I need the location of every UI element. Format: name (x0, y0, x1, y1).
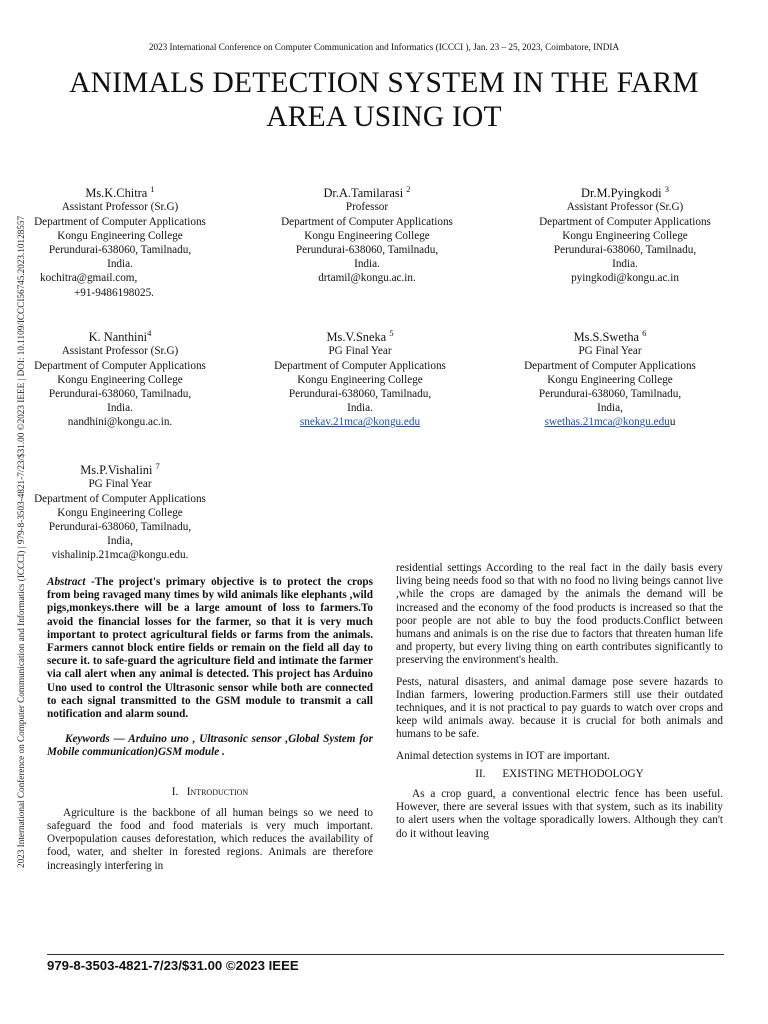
author-name: Ms.P.Vishalini $^7$ (80, 461, 160, 478)
author-address: Perundurai-638060, Tamilnadu, (48, 243, 192, 256)
author-name: Dr.A.Tamilarasi $^2$ (323, 184, 411, 201)
author-name: K. Nanthini$^4$ (88, 328, 152, 345)
title-line-1: ANIMALS DETECTION SYSTEM IN THE FARM (69, 67, 699, 99)
author-title: Professor (345, 201, 389, 214)
author-dept: Department of Computer Applications (34, 359, 206, 372)
author-block-5 (240, 326, 480, 430)
email-link[interactable]: snekav.21mca@kongu.edu (299, 416, 421, 429)
author-name: Ms.S.Swetha $^6$ (573, 328, 647, 345)
author-address: Perundurai-638060, Tamilnadu, (48, 520, 192, 533)
author-phone: +91-9486198025. (74, 286, 154, 299)
author-country: India. (107, 258, 133, 271)
keywords-text: Arduino uno , Ultrasonic sensor ,Global System for Mobile communication)GSM module . (47, 733, 374, 759)
author-email: kochitra@gmail.com, (40, 272, 138, 285)
author-dept: Department of Computer Applications (281, 215, 453, 228)
author-college: Kongu Engineering College (57, 506, 183, 519)
author-block-1 (0, 182, 240, 300)
right-column (396, 562, 723, 841)
author-email: nandhini@kongu.ac.in. (67, 416, 173, 429)
author-title: Assistant Professor (Sr.G) (61, 201, 179, 214)
conference-header: 2023 International Conference on Computer Communication and Informatics (ICCCI ), Jan. 23 – 25, 2023, Coimbatore, INDIA (148, 42, 620, 52)
email-link[interactable]: swethas.21mca@kongu.edu (544, 416, 670, 429)
author-email: vishalinip.21mca@kongu.edu. (51, 549, 189, 562)
author-address: Perundurai-638060, Tamilnadu, (538, 387, 682, 400)
author-name: Dr.M.Pyingkodi $^3$ (581, 184, 669, 201)
author-college: Kongu Engineering College (57, 229, 183, 242)
copyright-footer: 979-8-3503-4821-7/23/$31.00 ©2023 IEEE (47, 958, 299, 973)
author-title: PG Final Year (328, 345, 392, 358)
author-college: Kongu Engineering College (304, 229, 430, 242)
author-title: PG Final Year (88, 478, 152, 491)
section-heading-existing: II. EXISTING METHODOLOGY (475, 767, 644, 780)
author-block-6 (490, 326, 730, 430)
author-address: Perundurai-638060, Tamilnadu, (553, 243, 697, 256)
author-country: India, (107, 535, 133, 548)
left-column (47, 576, 373, 873)
author-title: PG Final Year (578, 345, 642, 358)
author-country: India. (354, 258, 380, 271)
email-suffix: u (669, 416, 676, 429)
author-block-7 (0, 459, 240, 563)
author-email: pyingkodi@kongu.ac.in (571, 272, 679, 285)
author-address: Perundurai-638060, Tamilnadu, (288, 387, 432, 400)
author-college: Kongu Engineering College (57, 373, 183, 386)
author-block-4 (0, 326, 240, 430)
footer-divider (47, 954, 724, 955)
author-dept: Department of Computer Applications (524, 359, 696, 372)
author-name: Ms.V.Sneka $^5$ (326, 328, 394, 345)
author-name: Ms.K.Chitra $^1$ (85, 184, 155, 201)
author-address: Perundurai-638060, Tamilnadu, (295, 243, 439, 256)
author-dept: Department of Computer Applications (274, 359, 446, 372)
intro-paragraph: Agriculture is the backbone of all human beings so we need to safeguard the food and food materials is very much important. Overpopulation causes deforestation, which reduces the availability of food, water, and shelter in forested regions. Animals are therefore increasingly interfering in (47, 806, 373, 872)
author-dept: Department of Computer Applications (34, 215, 206, 228)
body-paragraph-4: As a crop guard, a conventional electric fence has been useful. However, there are several issues with that system, such as its inability to alert users when the voltage sporadically lowers. Although they can't do it without leaving (396, 788, 723, 840)
author-email-link[interactable] (490, 415, 730, 429)
author-country: India. (347, 402, 373, 415)
section-heading-introduction: I. Introduction (171, 785, 249, 798)
author-college: Kongu Engineering College (297, 373, 423, 386)
abstract-label: Abstract (47, 576, 86, 588)
keywords-label: Keywords — (65, 733, 125, 746)
author-title: Assistant Professor (Sr.G) (61, 345, 179, 358)
keywords (47, 733, 373, 759)
doi-sidebar: 2023 International Conference on Computer Communication and Informatics (ICCCI) | 979-8-3503-4821-7/23/$31.00 ©2023 IEEE | DOI: 10.1109/ICCCI56745.2023.10128557 (16, 215, 26, 868)
title-line-2: AREA USING IOT (266, 101, 502, 133)
paper-title (20, 66, 748, 134)
author-email: drtamil@kongu.ac.in. (318, 272, 416, 285)
author-title: Assistant Professor (Sr.G) (566, 201, 684, 214)
author-college: Kongu Engineering College (547, 373, 673, 386)
author-block-3 (505, 182, 745, 286)
body-paragraph-1: residential settings According to the real fact in the daily basis every living being needs food so that with no food no living beings cannot live ,while the crops are damaged by the animals the demand will be increased and the economy of the food products is increased so that the poor people are not able to buy the food products.Conflict between humans and animals is on the rise due to factors that threaten human life and property, but every living thing on earth contributes significantly to preserving the environment's health. (396, 562, 723, 667)
author-country: India. (107, 402, 133, 415)
abstract (47, 576, 373, 721)
author-dept: Department of Computer Applications (539, 215, 711, 228)
author-dept: Department of Computer Applications (34, 492, 206, 505)
body-paragraph-2: Pests, natural disasters, and animal damage pose severe hazards to Indian farmers, lowering production.Farmers still use their outdated techniques, and it is not practical to pay guards to watch over crops and keep wild animals away. because it is crucial for both animals and humans to be safe. (396, 675, 723, 741)
author-college: Kongu Engineering College (562, 229, 688, 242)
body-paragraph-3: Animal detection systems in IOT are important. (396, 749, 610, 762)
author-block-2 (247, 182, 487, 286)
author-country: India. (612, 258, 638, 271)
author-email-link[interactable] (240, 415, 480, 429)
author-address: Perundurai-638060, Tamilnadu, (48, 387, 192, 400)
abstract-text: -The project's primary objective is to protect the crops from being ravaged many times by wild animals like elephants ,wild pigs,monkeys.there will be a large amount of loss to farmers.To avoid the financial losses for the farmer, so that it is very much important to protect agricultural fields or farms from the animals. Farmers cannot block entire fields or remain on the field all day to secure it. to safe-guard the agriculture field and intimate the farmer via call alert when any animal is detected. This project has Arduino Uno used to control the Ultrasonic sensor while both are connected to each signal transmitted to the GSM module to transmit a call notification and alarm sound. (47, 576, 373, 721)
author-country: India, (597, 402, 623, 415)
